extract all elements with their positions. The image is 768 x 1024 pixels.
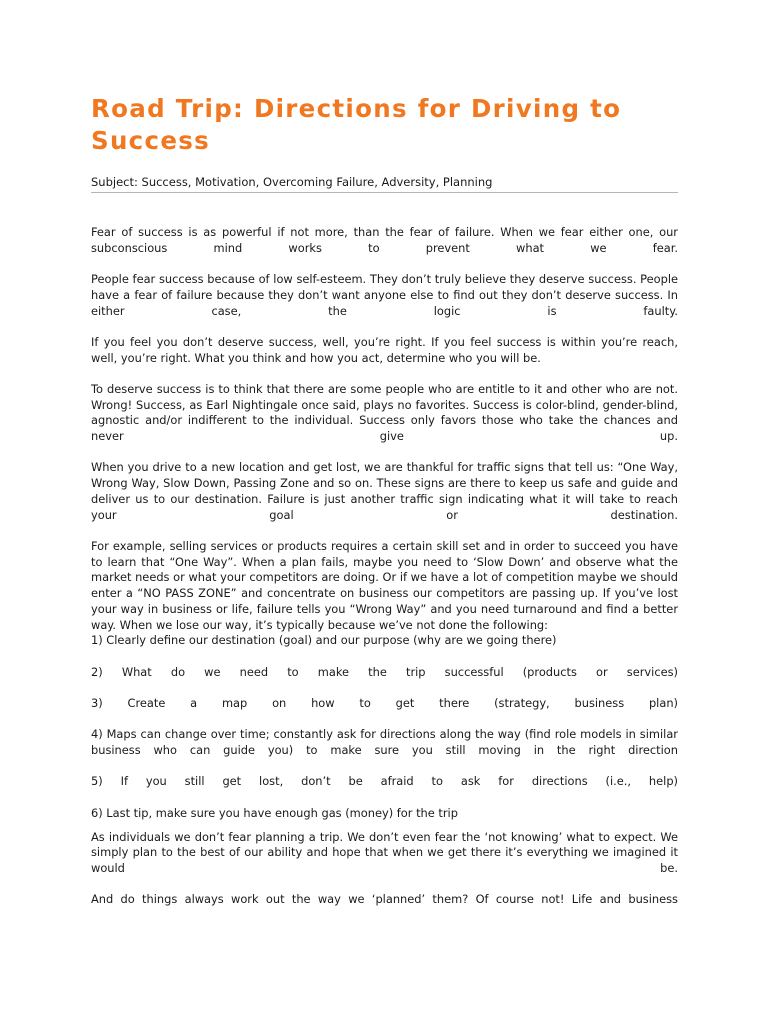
subject-line: Subject: Success, Motivation, Overcoming Failure, Adversity, Planning	[91, 175, 678, 193]
list-item-1: 1) Clearly define our destination (goal) and our purpose (why are we going there)	[91, 633, 557, 648]
paragraph-2: People fear success because of low self-esteem. They don’t truly believe they deserve success. People have a fear of failure because they don’t want anyone else to find out they don’t deserve success. In either case, the logic is faulty.	[91, 272, 678, 318]
paragraph-5: When you drive to a new location and get lost, we are thankful for traffic signs that tell us: “One Way, Wrong Way, Slow Down, Passing Zone and so on. These signs are there to keep us safe and guide and deliver us to our destination. Failure is just another traffic sign indicating what it will take to reach your goal or destination.	[91, 460, 678, 522]
paragraph-3: If you feel you don’t deserve success, well, you’re right. If you feel success is within you’re reach, well, you’re right. What you think and how you act, determine who you will be.	[91, 334, 678, 365]
list-item-3: 3) Create a map on how to get there (strategy, business plan)	[91, 695, 678, 710]
list-item-5: 5) If you still get lost, don’t be afraid to ask for directions (i.e., help)	[91, 774, 678, 789]
document-body	[91, 225, 678, 924]
list-item-4: 4) Maps can change over time; constantly ask for directions along the way (find role models in similar business who can guide you) to make sure you still moving in the right direction	[91, 727, 678, 758]
document-title: Road Trip: Directions for Driving to Success	[91, 94, 622, 155]
list-item-6: 6) Last tip, make sure you have enough gas (money) for the trip	[91, 805, 458, 820]
paragraph-1: Fear of success is as powerful if not more, than the fear of failure. When we fear either one, our subconscious mind works to prevent what we fear.	[91, 225, 678, 255]
list-item-2: 2) What do we need to make the trip successful (products or services)	[91, 664, 678, 679]
paragraph-7: As individuals we don’t fear planning a trip. We don’t even fear the ‘not knowing’ what to expect. We simply plan to the best of our ability and hope that when we get there it’s everything we imagined it would be.	[91, 829, 678, 875]
paragraph-8: And do things always work out the way we ‘planned’ them? Of course not! Life and business	[91, 892, 678, 907]
paragraph-4: To deserve success is to think that there are some people who are entitle to it and other who are not. Wrong! Success, as Earl Nightingale once said, plays no favorites. Success is color-blind, gender-blind, agnostic and/or indifferent to the individual. Success only favors those who take the chances and never give up.	[91, 381, 678, 444]
paragraph-6: For example, selling services or products requires a certain skill set and in order to succeed you have to learn that “One Way”. When a plan fails, maybe you need to ‘Slow Down’ and observe what the market needs or what your competitors are doing. Or if we have a lot of competition maybe we should enter a “NO PASS ZONE” and concentrate on business our competitors are passing up. If you’ve lost your way in business or life, failure tells you “Wrong Way” and you need turnaround and find a better way. When we lose our way, it’s typically because we’ve not done the following:	[91, 538, 678, 632]
